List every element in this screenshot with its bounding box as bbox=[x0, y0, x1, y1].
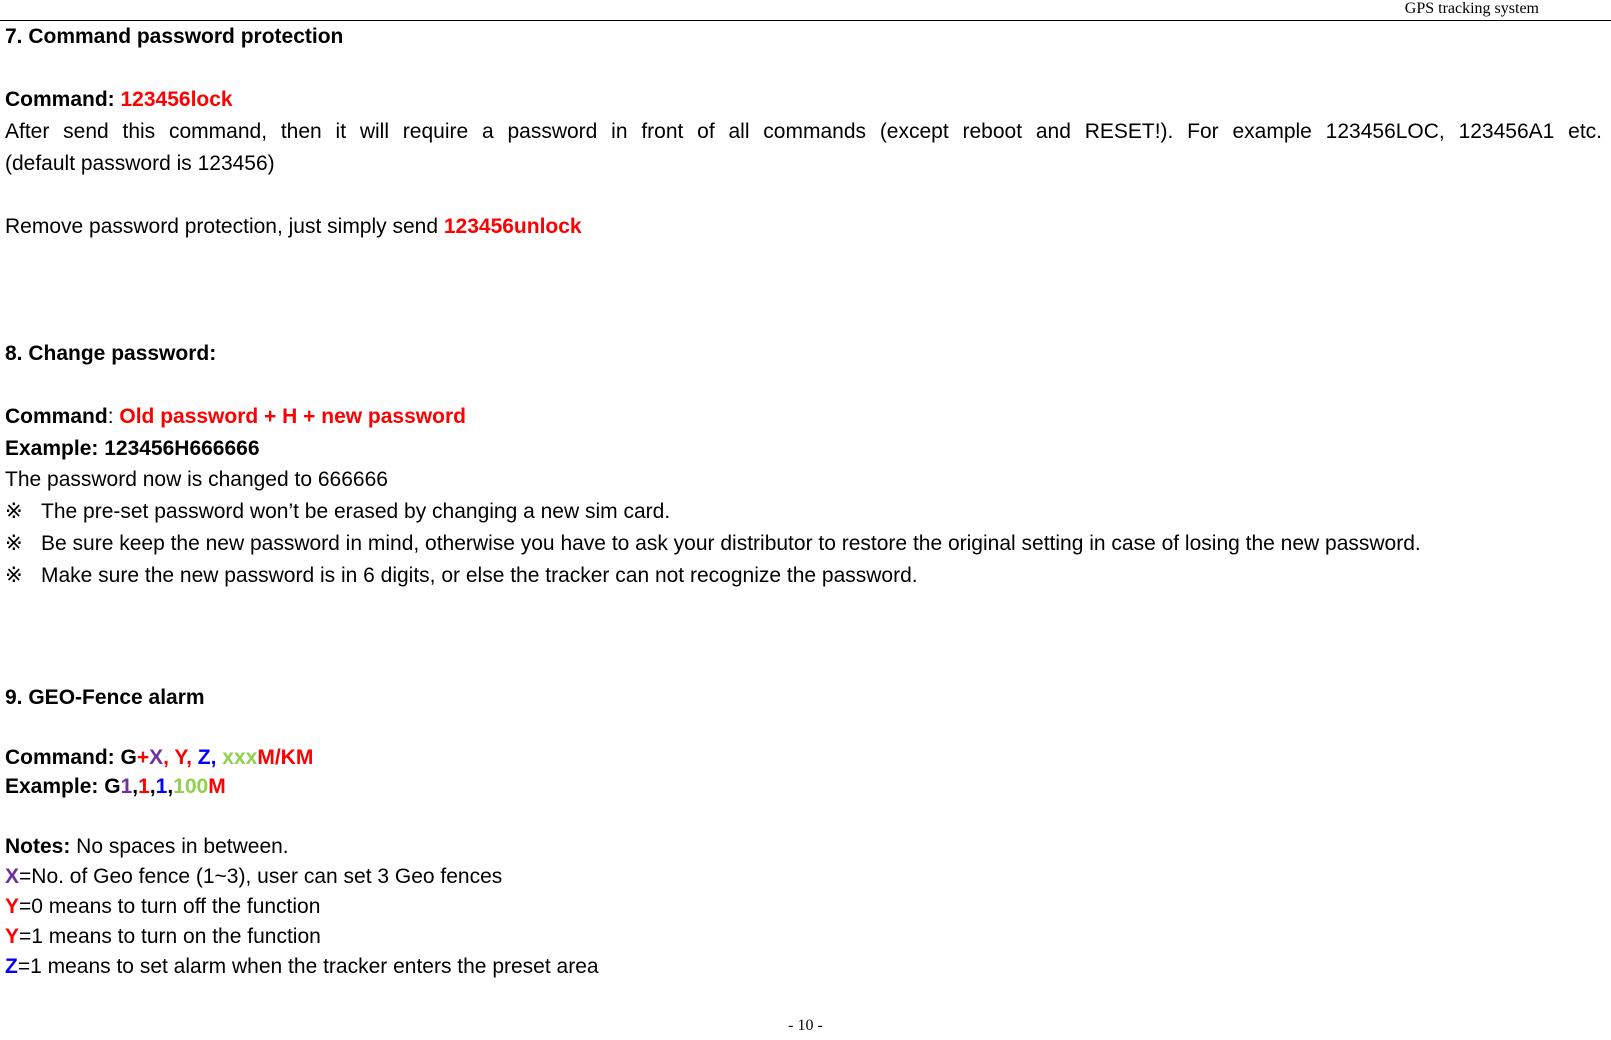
definition-key: Z bbox=[5, 955, 18, 978]
section8-heading: 8. Change password: bbox=[5, 342, 217, 365]
section9-heading: 9. GEO-Fence alarm bbox=[5, 686, 205, 709]
header-title: GPS tracking system bbox=[1404, 0, 1539, 17]
command-label: Command: bbox=[5, 88, 121, 111]
reference-mark-icon: ※ bbox=[5, 564, 23, 587]
example-y: 1 bbox=[138, 775, 150, 798]
section7-remove bbox=[5, 211, 582, 242]
command-colon: : bbox=[107, 405, 120, 428]
definition-text: =1 means to set alarm when the tracker enters the preset area bbox=[17, 955, 599, 978]
definition-item bbox=[5, 861, 502, 892]
command-x: X bbox=[149, 746, 164, 769]
example-comma: , bbox=[132, 775, 139, 798]
definition-text: =0 means to turn off the function bbox=[19, 895, 321, 918]
example-comma: , bbox=[167, 775, 174, 798]
page-header bbox=[0, 0, 1611, 21]
command-unit: M/KM bbox=[257, 746, 314, 769]
command-value: Old password + H + new password bbox=[119, 405, 466, 428]
command-z: Z bbox=[197, 746, 211, 769]
command-value: 123456lock bbox=[120, 88, 233, 111]
command-label: Command: bbox=[5, 746, 121, 769]
command-comma: , bbox=[186, 746, 198, 769]
section8-example: Example: 123456H666666 bbox=[5, 437, 260, 460]
note-text: Be sure keep the new password in mind, otherwise you have to ask your distributor to restore the original setting in case of losing the new password. bbox=[41, 532, 1421, 555]
page-number: - 10 - bbox=[788, 1017, 823, 1034]
example-x: 1 bbox=[120, 775, 133, 798]
command-comma: , bbox=[163, 746, 175, 769]
note-item bbox=[5, 560, 918, 591]
definition-key: Y bbox=[5, 895, 20, 918]
section8-result: The password now is changed to 666666 bbox=[5, 468, 388, 491]
reference-mark-icon: ※ bbox=[5, 500, 23, 523]
command-y: Y bbox=[174, 746, 187, 769]
section7-command bbox=[5, 84, 233, 115]
definition-item bbox=[5, 951, 599, 982]
section7-heading: 7. Command password protection bbox=[5, 25, 344, 48]
section9-example bbox=[5, 771, 226, 802]
note-item bbox=[5, 496, 670, 527]
note-text: The pre-set password won’t be erased by changing a new sim card. bbox=[41, 500, 671, 523]
notes-label: Notes: bbox=[5, 835, 71, 858]
definition-key: Y bbox=[5, 925, 20, 948]
definition-item bbox=[5, 921, 321, 952]
note-item bbox=[5, 528, 1421, 559]
definition-item bbox=[5, 891, 320, 922]
example-label: Example: bbox=[5, 775, 105, 798]
section8-command bbox=[5, 401, 466, 432]
example-num: 100 bbox=[173, 775, 209, 798]
section9-notes bbox=[5, 831, 289, 862]
definition-key: X bbox=[5, 865, 20, 888]
command-plus: + bbox=[136, 746, 150, 769]
example-unit: M bbox=[208, 775, 226, 798]
command-comma: , bbox=[210, 746, 223, 769]
note-text: Make sure the new password is in 6 digits, or else the tracker can not recognize the password. bbox=[41, 564, 918, 587]
definition-text: =1 means to turn on the function bbox=[19, 925, 321, 948]
definition-text: =No. of Geo fence (1~3), user can set 3 Geo fences bbox=[19, 865, 503, 888]
example-g: G bbox=[104, 775, 121, 798]
section7-desc-line1: After send this command, then it will require a password in front of all commands (except reboot and RESET!). For example 123456LOC, 123456A1 etc. bbox=[5, 120, 1602, 143]
example-comma: , bbox=[149, 775, 156, 798]
reference-mark-icon: ※ bbox=[5, 532, 23, 555]
notes-text: No spaces in between. bbox=[70, 835, 289, 858]
remove-text: Remove password protection, just simply send bbox=[5, 215, 444, 238]
section7-desc-line2: (default password is 123456) bbox=[5, 152, 275, 175]
remove-command: 123456unlock bbox=[443, 215, 582, 238]
command-label: Command bbox=[5, 405, 108, 428]
command-g: G bbox=[120, 746, 137, 769]
section9-command bbox=[5, 742, 313, 773]
command-xxx: xxx bbox=[222, 746, 258, 769]
example-z: 1 bbox=[155, 775, 168, 798]
